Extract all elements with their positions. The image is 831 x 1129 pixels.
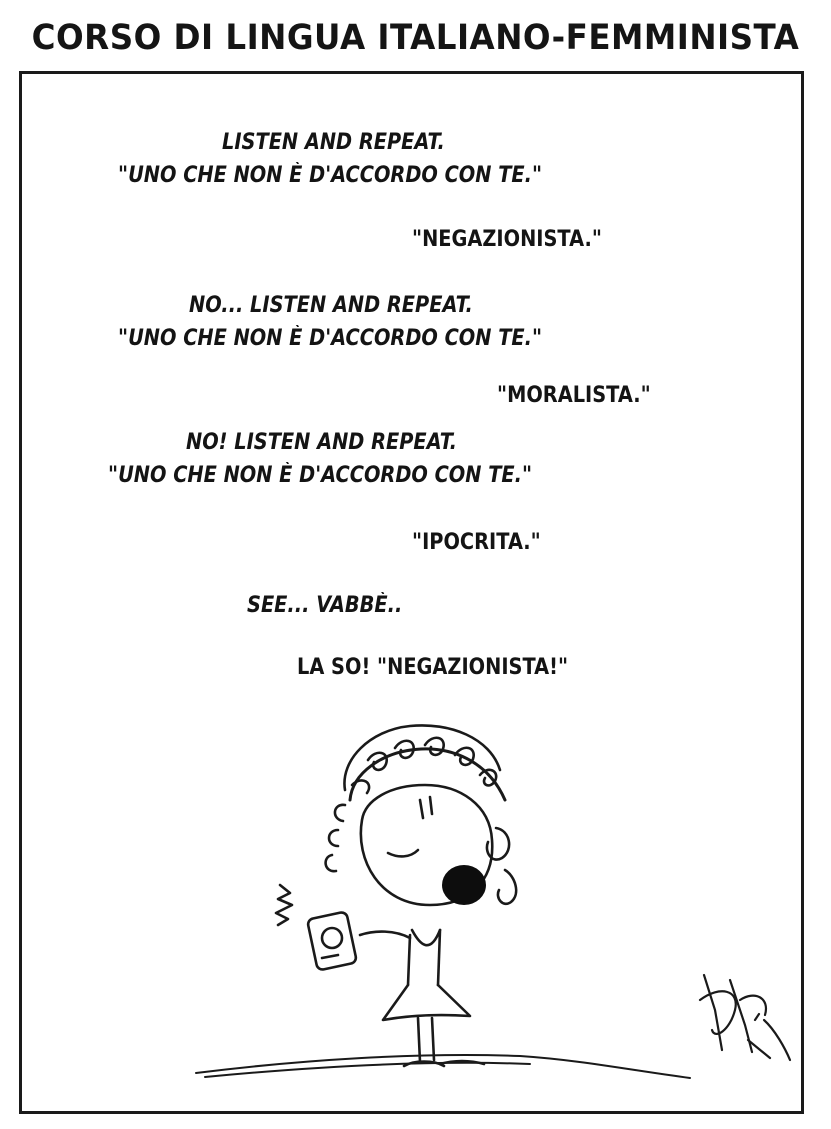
teacher-line-3a: NO! LISTEN AND REPEAT. (186, 430, 458, 455)
teacher-line-3b: "UNO CHE NON È D'ACCORDO CON TE." (108, 463, 533, 488)
comic-title: CORSO DI LINGUA ITALIANO-FEMMINISTA (31, 18, 800, 58)
student-reply-3: "IPOCRITA." (412, 530, 541, 555)
teacher-line-2b: "UNO CHE NON È D'ACCORDO CON TE." (118, 326, 543, 351)
teacher-aside: SEE... VABBÈ.. (247, 593, 403, 618)
teacher-line-2a: NO... LISTEN AND REPEAT. (189, 293, 473, 318)
student-reply-2: "MORALISTA." (497, 383, 651, 408)
student-final-reply: LA SO! "NEGAZIONISTA!" (297, 655, 569, 680)
teacher-line-1a: LISTEN AND REPEAT. (222, 130, 445, 155)
student-reply-1: "NEGAZIONISTA." (412, 227, 602, 252)
teacher-line-1b: "UNO CHE NON È D'ACCORDO CON TE." (118, 163, 543, 188)
